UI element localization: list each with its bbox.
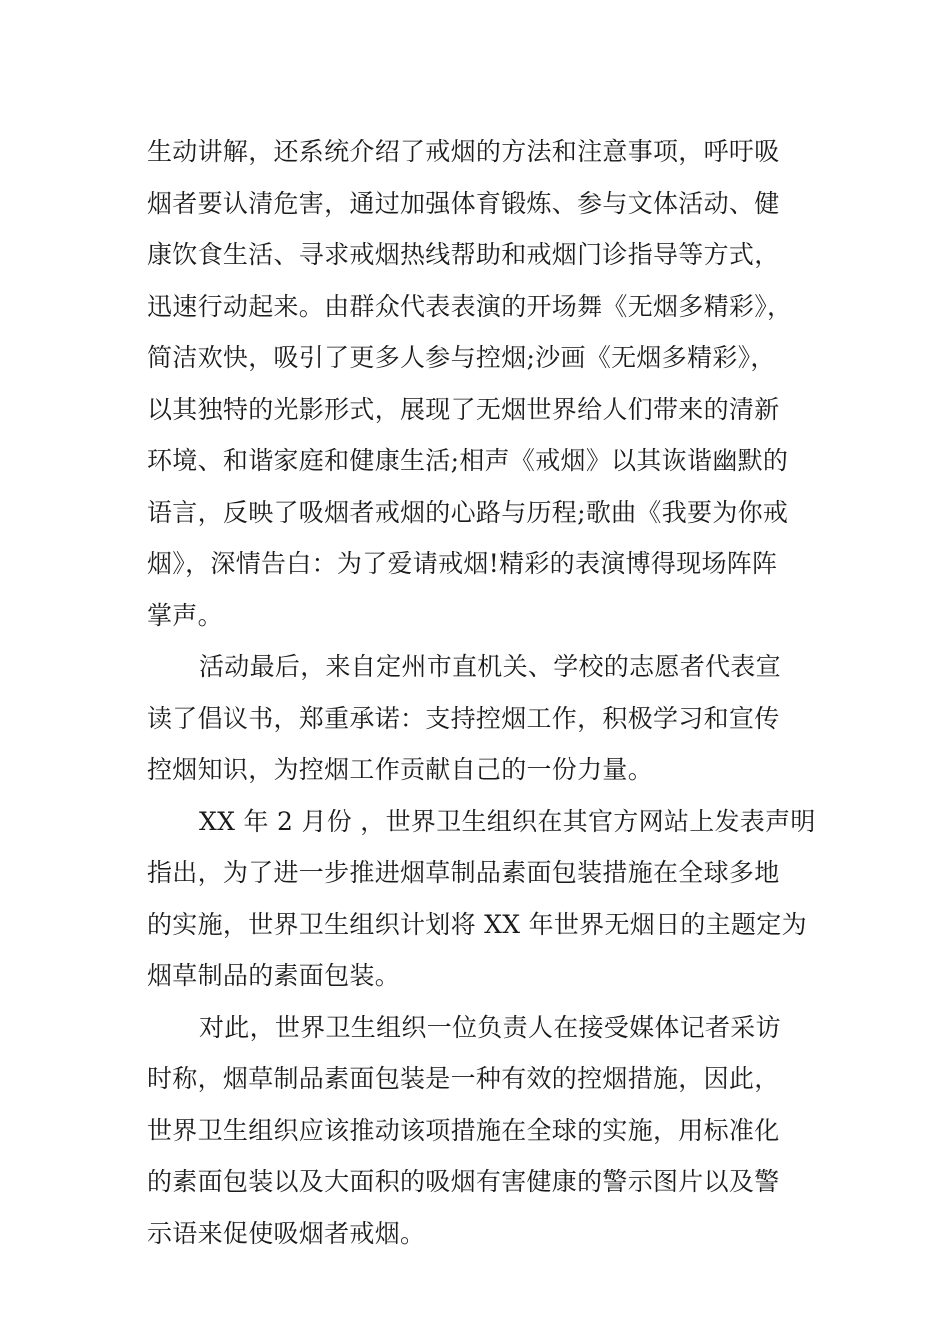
text-line: 示语来促使吸烟者戒烟。 — [147, 1218, 426, 1248]
document-body — [147, 126, 816, 1259]
text-line: 世界卫生组织应该推动该项措施在全球的实施，用标准化 — [147, 1115, 780, 1145]
text-line: 以其独特的光影形式，展现了无烟世界给人们带来的清新 — [147, 394, 780, 424]
text-line: 迅速行动起来。由群众代表表演的开场舞《无烟多精彩》， — [147, 291, 793, 321]
text-line: 生动讲解，还系统介绍了戒烟的方法和注意事项，呼吁吸 — [147, 137, 780, 166]
text-line: 烟草制品的素面包装。 — [147, 961, 401, 990]
text-line: 控烟知识，为控烟工作贡献自己的一份力量。 — [147, 755, 654, 784]
paragraph-3 — [147, 796, 816, 1002]
text-line: 康饮食生活、寻求戒烟热线帮助和戒烟门诊指导等方式， — [147, 240, 780, 269]
paragraph-1 — [147, 126, 807, 641]
text-line: 的实施，世界卫生组织计划将 XX 年世界无烟日的主题定为 — [147, 909, 807, 939]
text-line: 烟者要认清危害，通过加强体育锻炼、参与文体活动、健 — [147, 188, 780, 218]
text-line: 时称，烟草制品素面包装是一种有效的控烟措施，因此， — [147, 1064, 780, 1093]
paragraph-2 — [147, 641, 807, 796]
text-line: 的素面包装以及大面积的吸烟有害健康的警示图片以及警 — [147, 1167, 780, 1196]
text-line: 烟》，深情告白：为了爱请戒烟!精彩的表演博得现场阵阵 — [147, 549, 778, 578]
text-line-indented: 活动最后，来自定州市直机关、学校的志愿者代表宣 — [199, 652, 781, 681]
text-line-indented: 对此，世界卫生组织一位负责人在接受媒体记者采访 — [199, 1012, 781, 1042]
text-line: 语言，反映了吸烟者戒烟的心路与历程;歌曲《我要为你戒 — [147, 497, 789, 527]
paragraph-4 — [147, 1002, 807, 1260]
text-line: 掌声。 — [147, 600, 223, 630]
text-line: 指出，为了进一步推进烟草制品素面包装措施在全球多地 — [147, 858, 780, 887]
text-line: 环境、和谐家庭和健康生活;相声《戒烟》以其诙谐幽默的 — [147, 446, 789, 475]
text-line-indented: XX 年 2 月份 ，世界卫生组织在其官方网站上发表声明 — [199, 806, 816, 836]
text-line: 读了倡议书，郑重承诺：支持控烟工作，积极学习和宣传 — [147, 703, 780, 733]
text-line: 简洁欢快，吸引了更多人参与控烟;沙画《无烟多精彩》， — [147, 343, 776, 372]
